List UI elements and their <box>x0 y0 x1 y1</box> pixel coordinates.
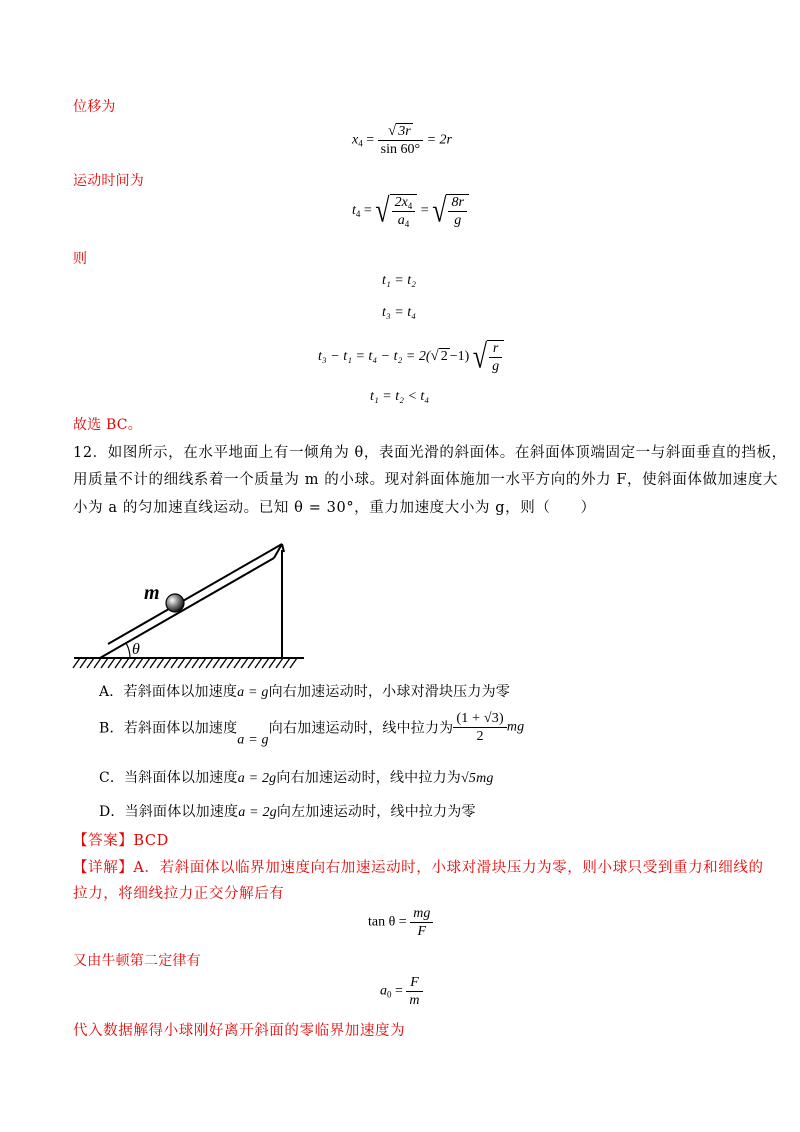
hatch-mark <box>220 658 227 668</box>
x4-subscript: 4 <box>358 138 363 149</box>
hatch-mark <box>80 658 87 668</box>
answer-label: 【答案】BCD <box>73 833 169 849</box>
option-d[interactable] <box>99 801 476 821</box>
hatch-mark <box>227 658 234 668</box>
hatch-mark <box>269 658 276 668</box>
hatch-mark <box>213 658 220 668</box>
tan-lhs: tan θ = <box>368 914 407 930</box>
hatch-mark <box>157 658 164 668</box>
hatch-mark <box>164 658 171 668</box>
x4-rhs: = 2r <box>426 132 452 148</box>
hatch-mark <box>108 658 115 668</box>
t4-fraction-2 <box>446 194 468 228</box>
question-line-2: 用质量不计的细线系着一个质量为 m 的小球。现对斜面体施加一水平方向的外力 F，使斜面体做加速度大 <box>73 472 779 488</box>
option-c-prefix: C．当斜面体以加速度 <box>99 770 238 786</box>
a0-den: m <box>409 993 420 1008</box>
t4-den2: g <box>454 213 462 228</box>
option-a-text: 向右加速运动时，小球对滑块压力为零 <box>268 684 510 700</box>
hatch-mark <box>73 658 80 668</box>
t4-fraction-1 <box>390 194 418 228</box>
tan-fraction <box>410 906 433 939</box>
equation-t4: $t_4$ = √ $\frac{2x_4}{a_4}$ = √ $\frac{8r}{g}$ <box>352 194 469 228</box>
hatch-mark <box>178 658 185 668</box>
option-c-value: √5mg <box>460 771 494 786</box>
option-d-math: a = 2g <box>238 805 277 820</box>
angle-label: θ <box>132 641 140 658</box>
question-line-1: 12．如图所示，在水平地面上有一倾角为 θ，表面光滑的斜面体。在斜面体顶端固定一与斜面垂直的挡板， <box>73 445 787 461</box>
option-b-text: 向右加速运动时，线中拉力为 <box>268 720 454 737</box>
option-b-fraction <box>453 711 507 744</box>
x4-numerator: 3r <box>398 124 411 139</box>
t4-den1-sub: 4 <box>404 219 410 229</box>
t4-num2: 8r <box>448 195 466 212</box>
ground-hatching <box>73 658 304 668</box>
detail-line-1: 【详解】A．若斜面体以临界加速度向右加速运动时，小球对滑块压力为零，则小球只受到重力和细线的 <box>73 860 764 876</box>
hatch-mark <box>262 658 269 668</box>
hatch-mark <box>185 658 192 668</box>
hatch-mark <box>143 658 150 668</box>
hatch-mark <box>101 658 108 668</box>
hatch-mark <box>234 658 241 668</box>
hatch-mark <box>87 658 94 668</box>
mass-label: m <box>144 582 160 604</box>
diff-den: g <box>492 359 500 374</box>
hatch-mark <box>122 658 129 668</box>
a0-fraction <box>406 975 422 1008</box>
hatch-mark <box>150 658 157 668</box>
hatch-mark <box>290 658 297 668</box>
ball <box>166 594 184 612</box>
angle-arc <box>126 643 130 658</box>
x4-fraction: $\frac{√ 3r}{\sin 60^\circ}$ <box>378 124 423 157</box>
option-c[interactable] <box>99 767 494 787</box>
tan-den: F <box>417 924 427 939</box>
equation-t3-t4: t₃ = t₄ <box>382 305 416 320</box>
option-a-prefix: A．若斜面体以加速度 <box>99 684 238 700</box>
hatch-mark <box>192 658 199 668</box>
equation-x4: $x_4$ = $\frac{√ 3r}{\sin 60^\circ}$ = 2r <box>352 123 452 157</box>
option-b-math: a = g <box>237 732 269 748</box>
hatch-mark <box>115 658 122 668</box>
hatch-mark <box>283 658 290 668</box>
t4-subscript: 4 <box>355 209 361 220</box>
t4-den1: a <box>397 213 405 228</box>
x4-symbol: x <box>352 132 359 148</box>
diff-fraction <box>487 340 504 374</box>
option-c-text: 向右加速运动时，线中拉力为 <box>276 770 461 786</box>
equation-difference: t₃ − t₁ = t₄ − t₂ = 2(√ 2 −1) √ $\frac{r}{g}$ <box>318 340 504 374</box>
hatch-mark <box>255 658 262 668</box>
t4-num1-sub: 4 <box>407 201 413 211</box>
label-then: 则 <box>73 251 88 267</box>
hatch-mark <box>199 658 206 668</box>
diff-mid: −1) <box>449 349 470 365</box>
hatch-mark <box>129 658 136 668</box>
a0-subscript: 0 <box>387 989 392 1000</box>
option-a[interactable] <box>99 681 510 701</box>
diff-num: r <box>489 341 502 358</box>
option-b-den: 2 <box>476 729 484 744</box>
hatch-mark <box>241 658 248 668</box>
option-d-prefix: D．当斜面体以加速度 <box>99 804 239 820</box>
hatch-mark <box>276 658 283 668</box>
option-d-text: 向左加速运动时，线中拉力为零 <box>276 804 476 820</box>
diff-lhs: t₃ − t₁ = t₄ − t₂ = 2( <box>318 349 431 365</box>
label-motion-time: 运动时间为 <box>73 173 144 189</box>
tan-num: mg <box>410 906 433 923</box>
question-line-3: 小为 a 的匀加速直线运动。已知 θ = 30°，重力加速度大小为 g，则（ ） <box>73 500 596 516</box>
hatch-mark <box>248 658 255 668</box>
a0-symbol: a <box>380 983 387 999</box>
option-b[interactable] <box>99 711 524 749</box>
incline-figure <box>60 530 320 675</box>
detail-line-2: 拉力，将细线拉力正交分解后有 <box>73 886 285 902</box>
label-newton: 又由牛顿第二定律有 <box>73 953 201 969</box>
hatch-mark <box>206 658 213 668</box>
equation-a0: $a_0$ = $\frac{F}{m}$ <box>380 975 423 1008</box>
equation-tan <box>368 906 433 939</box>
option-a-math: a = g <box>237 685 269 700</box>
option-b-prefix: B．若斜面体以加速度 <box>99 720 238 737</box>
option-b-tail: mg <box>506 719 525 735</box>
hatch-mark <box>171 658 178 668</box>
option-b-num: (1 + √3) <box>453 711 507 728</box>
diff-root: 2 <box>440 349 448 365</box>
label-displacement: 位移为 <box>73 99 116 115</box>
hatch-mark <box>94 658 101 668</box>
x4-denominator: sin 60° <box>380 142 421 157</box>
hatch-mark <box>136 658 143 668</box>
label-substitute: 代入数据解得小球刚好离开斜面的零临界加速度为 <box>73 1023 406 1039</box>
a0-num: F <box>406 975 422 992</box>
label-choose: 故选 BC。 <box>73 417 142 433</box>
equation-t1-t2: t₁ = t₂ <box>382 273 416 288</box>
option-c-math: a = 2g <box>237 771 277 786</box>
equation-inequality: t₁ = t₂ < t₄ <box>370 389 430 404</box>
incline-upper-edge <box>108 544 282 644</box>
t4-num1: 2x <box>394 195 408 210</box>
